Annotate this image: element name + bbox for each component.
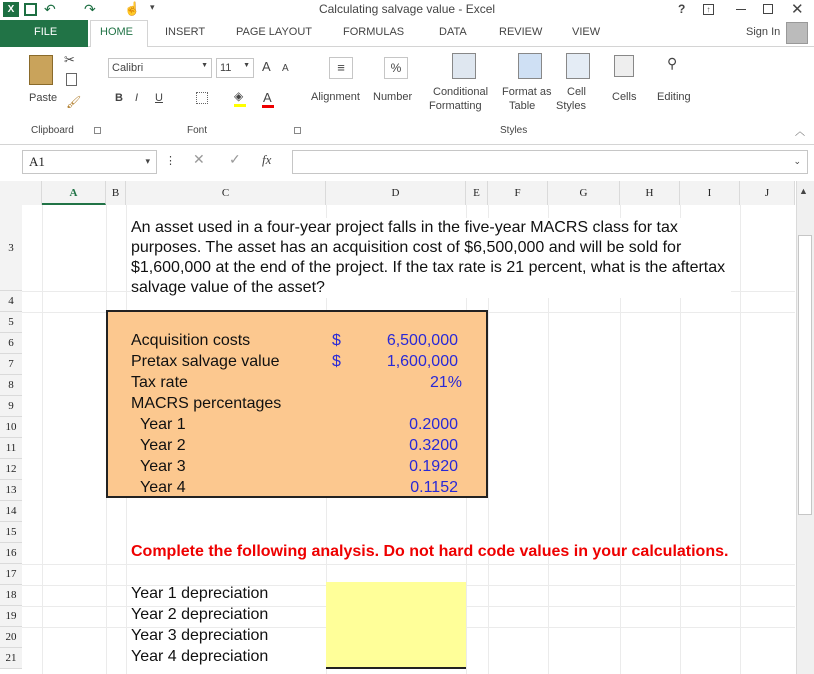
column-header-c[interactable]: C <box>126 181 326 205</box>
italic-button[interactable]: I <box>135 92 139 104</box>
clipboard-launcher-icon[interactable] <box>94 127 101 134</box>
cells-icon[interactable] <box>614 55 634 77</box>
column-header-f[interactable]: F <box>488 181 548 205</box>
row-header[interactable]: 15 <box>0 522 22 543</box>
cell-styles-icon[interactable] <box>566 53 590 79</box>
fill-color-icon[interactable]: ◈ <box>234 89 244 103</box>
format-as-table-button[interactable]: Format as <box>502 86 552 98</box>
insert-function-icon[interactable]: fx <box>262 152 272 167</box>
depreciation-input-area[interactable] <box>326 582 466 669</box>
tax-rate-value[interactable]: 21% <box>429 374 462 391</box>
bold-button[interactable]: B <box>115 92 123 104</box>
salvage-currency: $ <box>332 353 341 370</box>
restore-icon[interactable] <box>763 4 773 14</box>
row-header[interactable]: 13 <box>0 480 22 501</box>
year-1-macrs[interactable]: 0.2000 <box>409 416 458 433</box>
column-header-j[interactable]: J <box>740 181 795 205</box>
row-header[interactable]: 20 <box>0 627 22 648</box>
chevron-down-icon[interactable]: ▼ <box>201 62 208 69</box>
font-name-combo[interactable] <box>108 58 212 78</box>
row-header[interactable]: 6 <box>0 333 22 354</box>
font-color-bar <box>262 105 274 108</box>
row-header[interactable]: 8 <box>0 375 22 396</box>
row-header[interactable]: 17 <box>0 564 22 585</box>
user-avatar-icon[interactable] <box>786 22 808 44</box>
conditional-formatting-button[interactable]: Conditional <box>433 86 489 98</box>
tab-data[interactable]: DATA <box>439 26 467 38</box>
worksheet-grid[interactable] <box>0 177 814 674</box>
close-icon[interactable]: ✕ <box>791 1 804 18</box>
column-header-i[interactable]: I <box>680 181 740 205</box>
year-2-label: Year 2 <box>140 437 186 454</box>
row-header[interactable]: 9 <box>0 396 22 417</box>
year-1-label: Year 1 <box>140 416 186 433</box>
cut-icon[interactable]: ✂ <box>64 52 75 67</box>
scrollbar-thumb[interactable] <box>798 235 812 515</box>
instruction-text: Complete the following analysis. Do not hard code values in your calculations. <box>131 543 729 560</box>
font-color-button[interactable]: A <box>263 90 272 105</box>
column-header-b[interactable]: B <box>106 181 126 205</box>
customize-qat-icon[interactable]: ▾ <box>150 2 155 12</box>
paste-icon[interactable] <box>29 55 53 85</box>
acquisition-currency: $ <box>332 332 341 349</box>
redo-icon[interactable]: ↷ <box>84 1 96 17</box>
row-header[interactable]: 12 <box>0 459 22 480</box>
cell-styles-button[interactable]: Cell <box>567 86 586 98</box>
row-header[interactable]: 18 <box>0 585 22 606</box>
salvage-label: Pretax salvage value <box>131 353 280 370</box>
row-header[interactable]: 11 <box>0 438 22 459</box>
percent-icon[interactable]: % <box>384 57 408 79</box>
copy-icon[interactable] <box>66 73 77 86</box>
font-size-combo[interactable] <box>216 58 254 78</box>
row-header[interactable]: 16 <box>0 543 22 564</box>
year-3-macrs[interactable]: 0.1920 <box>409 458 458 475</box>
tab-review[interactable]: REVIEW <box>499 26 543 38</box>
row-header[interactable]: 19 <box>0 606 22 627</box>
borders-icon[interactable] <box>196 92 208 104</box>
clipboard-group: Clipboard <box>31 125 74 136</box>
conditional-formatting-button-2[interactable]: Formatting <box>429 100 482 112</box>
cell-styles-button-2[interactable]: Styles <box>556 100 586 112</box>
styles-group: Styles <box>500 125 528 136</box>
depreciation-year-4: Year 4 depreciation <box>131 648 269 665</box>
column-header-g[interactable]: G <box>548 181 620 205</box>
alignment-icon[interactable]: ≡ <box>329 57 353 79</box>
column-header-d[interactable]: D <box>326 181 466 205</box>
number-button[interactable]: Number <box>373 91 413 103</box>
row-header[interactable]: 7 <box>0 354 22 375</box>
format-as-table-icon[interactable] <box>518 53 542 79</box>
scroll-up-icon[interactable]: ▲ <box>799 186 808 196</box>
tab-view[interactable]: VIEW <box>572 26 601 38</box>
minimize-icon[interactable] <box>736 9 746 10</box>
excel-logo-icon: X <box>3 2 19 17</box>
fill-color-bar <box>234 104 246 107</box>
year-3-label: Year 3 <box>140 458 186 475</box>
sign-in-link[interactable]: Sign In <box>746 26 781 38</box>
tab-home[interactable]: HOME <box>100 26 133 38</box>
column-header-h[interactable]: H <box>620 181 680 205</box>
chevron-down-icon[interactable]: ▾ <box>145 156 150 166</box>
depreciation-year-1: Year 1 depreciation <box>131 585 269 602</box>
row-header[interactable]: 10 <box>0 417 22 438</box>
formula-input[interactable] <box>292 150 808 174</box>
select-all-corner[interactable] <box>0 181 42 205</box>
row-header[interactable]: 3 <box>0 205 22 291</box>
chevron-down-icon[interactable]: ⌄ <box>793 156 801 166</box>
year-4-label: Year 4 <box>140 479 186 496</box>
cancel-icon[interactable]: ✕ <box>193 151 205 167</box>
undo-icon[interactable]: ↶ <box>44 1 56 17</box>
tax-rate-label: Tax rate <box>131 374 188 391</box>
tab-insert[interactable]: INSERT <box>165 26 206 38</box>
shrink-font-button[interactable]: A <box>282 63 289 74</box>
format-painter-icon[interactable]: 🖌 <box>66 95 82 109</box>
macrs-label: MACRS percentages <box>131 395 282 412</box>
acquisition-label: Acquisition costs <box>131 332 251 349</box>
more-options-icon[interactable]: ⋮ <box>165 155 176 167</box>
name-box[interactable] <box>22 150 157 174</box>
acquisition-value[interactable]: 6,500,000 <box>386 332 458 349</box>
tab-formulas[interactable]: FORMULAS <box>343 26 405 38</box>
touch-mode-icon[interactable]: ☝ <box>124 1 141 16</box>
binoculars-icon[interactable]: ⚲ <box>667 55 678 71</box>
font-launcher-icon[interactable] <box>294 127 301 134</box>
font-size-value: 11 <box>220 62 232 74</box>
font-name-value: Calibri <box>112 62 144 74</box>
column-header-e[interactable]: E <box>466 181 488 205</box>
help-icon[interactable]: ? <box>678 2 686 16</box>
collapse-ribbon-icon[interactable]: ︿ <box>795 127 805 138</box>
ribbon-display-icon[interactable]: ↑ <box>703 4 714 15</box>
paste-button[interactable]: Paste <box>29 92 58 104</box>
title-bar <box>0 0 814 20</box>
chevron-down-icon[interactable]: ▼ <box>243 62 250 69</box>
problem-statement: An asset used in a four-year project falls in the five-year MACRS class for tax purposes. The asset has an acquisition cost of $6,500,000 and will be sold for $1,600,000 at the end of the project. If the tax rate is 21 percent, what is the aftertax salvage value of the asset? <box>131 218 731 298</box>
alignment-button[interactable]: Alignment <box>311 91 360 103</box>
name-box-value: A1 <box>29 154 45 169</box>
tab-file-label[interactable]: FILE <box>34 26 58 38</box>
conditional-formatting-icon[interactable] <box>452 53 476 79</box>
ribbon-tabs <box>0 20 814 47</box>
cells-button[interactable]: Cells <box>612 91 637 103</box>
font-group: Font <box>187 125 208 136</box>
row-header[interactable]: 14 <box>0 501 22 522</box>
format-as-table-button-2[interactable]: Table <box>509 100 536 112</box>
tab-page-layout[interactable]: PAGE LAYOUT <box>236 26 313 38</box>
depreciation-year-2: Year 2 depreciation <box>131 606 269 623</box>
column-header-a[interactable]: A <box>42 181 106 205</box>
editing-button[interactable]: Editing <box>657 91 691 103</box>
window-title: Calculating salvage value - Excel <box>318 2 496 16</box>
year-2-macrs[interactable]: 0.3200 <box>409 437 458 454</box>
depreciation-year-3: Year 3 depreciation <box>131 627 269 644</box>
enter-icon[interactable]: ✓ <box>229 151 241 167</box>
row-header[interactable]: 4 <box>0 291 22 312</box>
year-4-macrs[interactable]: 0.1152 <box>410 479 458 496</box>
salvage-value[interactable]: 1,600,000 <box>386 353 458 370</box>
row-header[interactable]: 5 <box>0 312 22 333</box>
ribbon <box>0 47 814 145</box>
row-header[interactable]: 21 <box>0 648 22 669</box>
grow-font-button[interactable]: A <box>262 59 271 74</box>
formula-bar <box>0 145 814 177</box>
underline-button[interactable]: U <box>155 92 163 104</box>
